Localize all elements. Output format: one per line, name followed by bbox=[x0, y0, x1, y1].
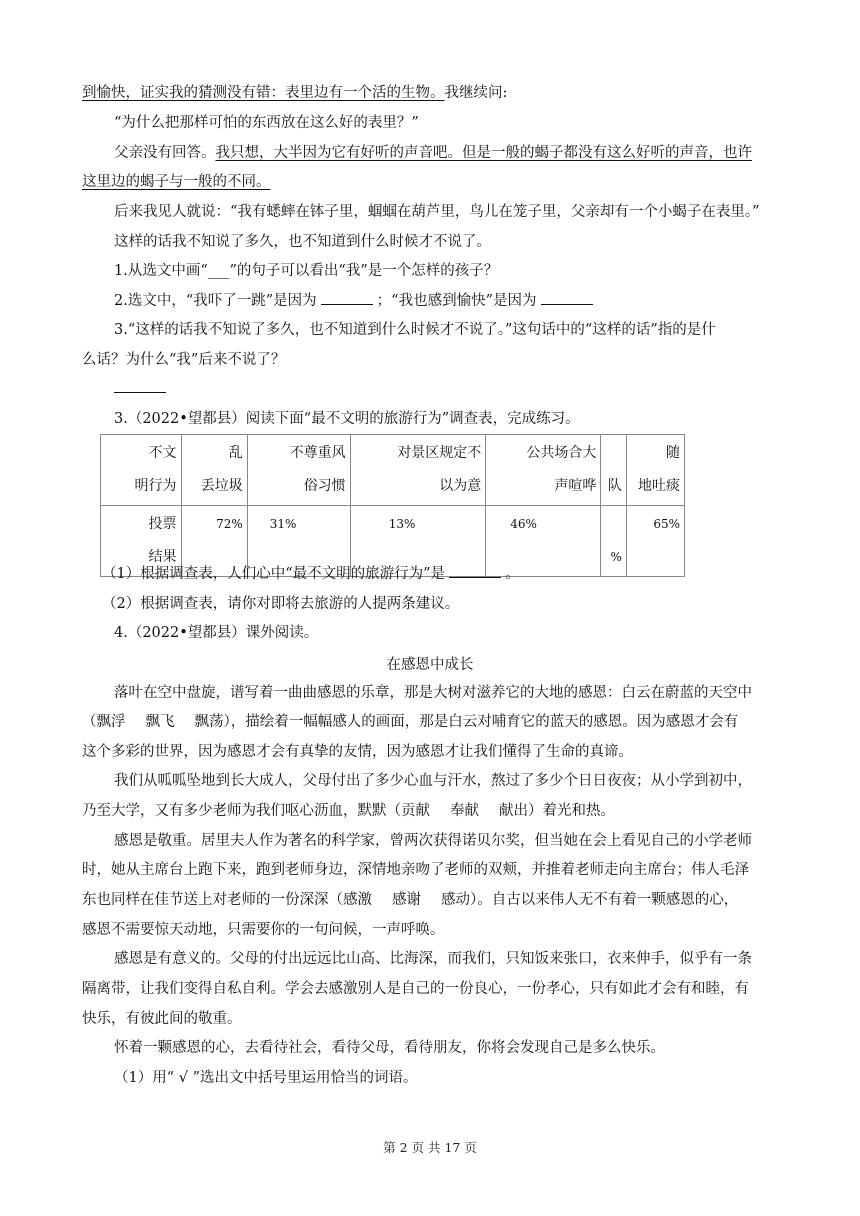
table-cell: 不尊重风 俗习惯 bbox=[247, 435, 350, 506]
section-4-heading: 4.（2022•望都县）课外阅读。 bbox=[114, 625, 319, 641]
table-cell: 不文 明行为 bbox=[101, 435, 182, 506]
answer-blank[interactable] bbox=[114, 392, 166, 393]
passage-line: 落叶在空中盘旋，谱写着一曲曲感恩的乐章，那是大树对滋养它的大地的感恩：白云在蔚蓝的天空中 bbox=[114, 685, 752, 701]
survey-table bbox=[100, 434, 685, 577]
passage-line: 父亲没有回答。我只想，大半因为它有好听的声音吧。但是一般的蝎子都没有这么好听的声音，也许 bbox=[114, 145, 752, 161]
table-cell: 13% bbox=[350, 506, 486, 577]
passage-line: 这个多彩的世界，因为感恩才会有真挚的友情，因为感恩才让我们懂得了生命的真谛。 bbox=[82, 744, 633, 760]
passage-line: 隔离带，让我们变得自私自利。学会去感激别人是自己的一份良心，一份孝心，只有如此才会有和睦，有 bbox=[82, 981, 749, 997]
passage-line: 怀着一颗感恩的心，去看待社会，看待父母，看待朋友，你将会发现自己是多么快乐。 bbox=[114, 1040, 665, 1056]
page-footer: 第 2 页 共 17 页 bbox=[383, 1140, 477, 1155]
section-4-question-1: （1）用“ √ ”选出文中括号里运用恰当的词语。 bbox=[114, 1070, 418, 1086]
table-row bbox=[101, 435, 685, 506]
passage-line: 我们从呱呱坠地到长大成人，父母付出了多少心血与汗水，熬过了多少个日日夜夜；从小学到初中， bbox=[114, 773, 752, 789]
table-cell: % bbox=[601, 506, 626, 577]
passage-line: 感恩是有意义的。父母的付出远远比山高、比海深，而我们，只知饭来张口，衣来伸手，似乎有一条 bbox=[114, 951, 752, 967]
table-cell: 随 地吐痰 bbox=[626, 435, 684, 506]
answer-blank[interactable] bbox=[321, 292, 373, 305]
table-cell: 乱 丢垃圾 bbox=[181, 435, 247, 506]
passage-line: 到愉快，证实我的猜测没有错：表里边有一个活的生物。我继续问: bbox=[82, 85, 508, 101]
underlined-sentence: 到愉快，证实我的猜测没有错：表里边有一个活的生物。 bbox=[82, 85, 445, 101]
passage-title: 在感恩中成长 bbox=[386, 657, 474, 673]
passage-line: 这样的话我不知说了多久，也不知道到什么时候才不说了。 bbox=[114, 234, 491, 250]
passage-line: 东也同样在佳节送上对老师的一份深深（感激 感谢 感动）。自古以来伟人无不有着一颗感恩的心， bbox=[82, 892, 739, 908]
passage-line: 时，她从主席台上跑下来，跑到老师身边，深情地亲吻了老师的双颊，并推着老师走向主席台；伟人毛泽 bbox=[82, 862, 749, 878]
table-cell: 65% bbox=[626, 506, 684, 577]
table-cell: 72% bbox=[181, 506, 247, 577]
underlined-sentence: 我只想，大半因为它有好听的声音吧。但是一般的蝎子都没有这么好听的声音，也许 bbox=[215, 145, 752, 161]
passage-line: 后来我见人就说：“我有蟋蟀在钵子里，蝈蝈在葫芦里，鸟儿在笼子里，父亲却有一个小蝎子在表里。” bbox=[114, 204, 760, 220]
passage-line: 快乐，有彼此间的敬重。 bbox=[82, 1011, 242, 1027]
table-cell: 对景区规定不 以为意 bbox=[350, 435, 486, 506]
passage-line: 感恩是敬重。居里夫人作为著名的科学家，曾两次获得诺贝尔奖，但当她在会上看见自己的小学老师 bbox=[114, 833, 752, 849]
section-3-heading: 3.（2022•望都县）阅读下面“最不文明的旅游行为”调查表，完成练习。 bbox=[114, 411, 580, 427]
passage-line: 感恩不需要惊天动地，只需要你的一句问候，一声呼唤。 bbox=[82, 922, 445, 938]
passage-line bbox=[82, 172, 271, 192]
question-3: 3.“这样的话我不知说了多久，也不知道到什么时候才不说了。”这句话中的“这样的话”指的是什 bbox=[114, 322, 716, 338]
answer-blank[interactable] bbox=[449, 565, 501, 578]
passage-line: 乃至大学，又有多少老师为我们呕心沥血，默默（贡献 奉献 献出）着光和热。 bbox=[82, 803, 615, 819]
table-cell: 队 bbox=[601, 435, 626, 506]
table-cell: 46% bbox=[486, 506, 601, 577]
table-cell: 投票 结果 bbox=[101, 506, 182, 577]
underlined-sentence: 这里边的蝎子与一般的不同。 bbox=[82, 174, 271, 190]
table-cell: 公共场合大 声喧哗 bbox=[486, 435, 601, 506]
passage-line: （飘浮 飘飞 飘荡），描绘着一幅幅感人的画面，那是白云对哺育它的蓝天的感恩。因为感恩才会有 bbox=[82, 714, 739, 730]
section-3-question-1: （1）根据调查表，人们心中“最不文明的旅游行为”是 。 bbox=[102, 566, 520, 582]
passage-line: “为什么把那样可怕的东西放在这么好的表里？” bbox=[114, 115, 419, 131]
question-1: 1.从选文中画“___”的句子可以看出“我”是一个怎样的孩子？ bbox=[114, 263, 499, 279]
answer-blank[interactable] bbox=[541, 292, 593, 305]
question-3-cont: 么话？为什么“我”后来不说了？ bbox=[82, 352, 286, 368]
table-cell: 31% bbox=[247, 506, 350, 577]
section-3-question-2: （2）根据调查表，请你对即将去旅游的人提两条建议。 bbox=[102, 596, 460, 612]
question-2: 2.选文中，“我吓了一跳”是因为 ；“我也感到愉快”是因为 bbox=[114, 291, 597, 311]
